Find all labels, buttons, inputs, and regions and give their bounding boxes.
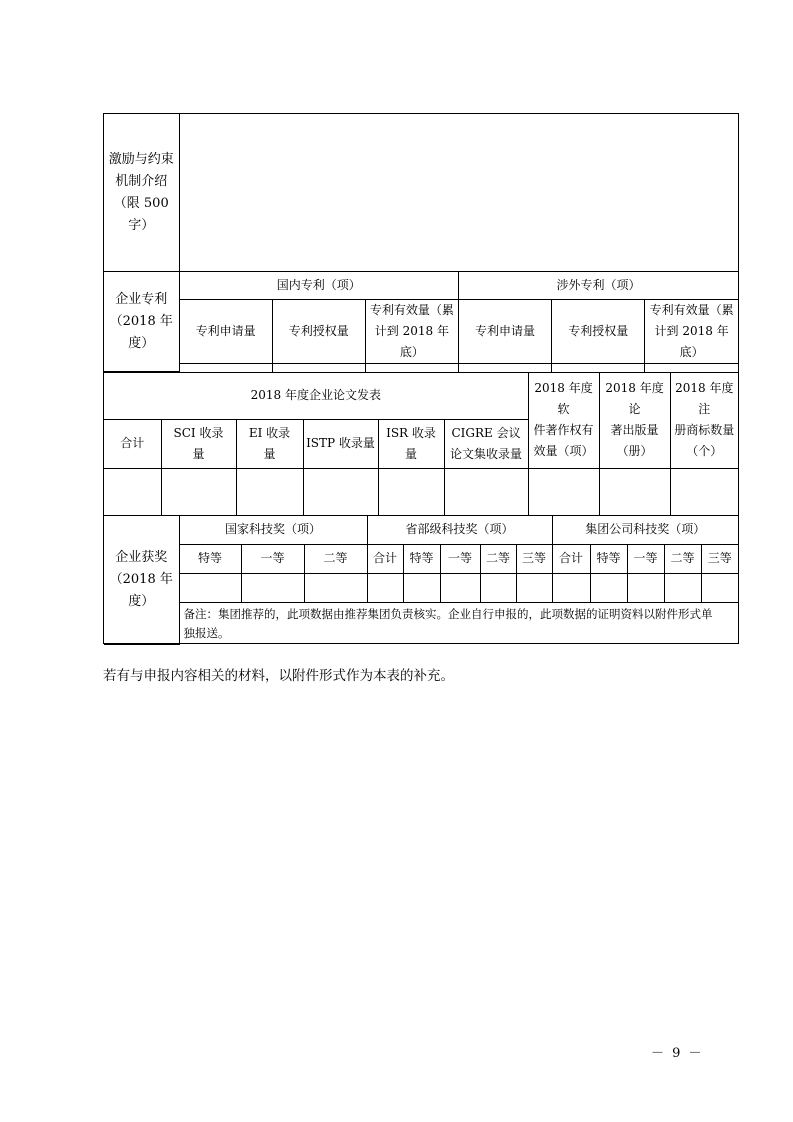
- domestic-patent-header: 国内专利（项）: [179, 272, 458, 299]
- input-cell[interactable]: [458, 363, 551, 372]
- cigre-line1: CIGRE 会议: [451, 425, 521, 440]
- awards-label-line3: 度）: [128, 594, 155, 609]
- publication-line2: 著出版量: [610, 423, 659, 438]
- domestic-valid-header: [365, 299, 458, 363]
- national-second-header: 二等: [304, 544, 367, 573]
- software-line1: 2018 年度软: [534, 381, 593, 417]
- input-cell[interactable]: [590, 573, 627, 602]
- trademark-line1: 2018 年度注: [675, 381, 734, 417]
- foreign-grant-header: 专利授权量: [552, 299, 645, 363]
- input-cell[interactable]: [179, 573, 241, 602]
- provincial-second-header: 二等: [480, 544, 516, 573]
- input-cell[interactable]: [378, 468, 444, 515]
- trademark-line2: 册商标数量: [674, 423, 735, 438]
- awards-note: [179, 602, 738, 645]
- provincial-third-header: 三等: [516, 544, 552, 573]
- awards-label: [104, 516, 179, 645]
- input-cell[interactable]: [670, 468, 738, 515]
- group-total-header: 合计: [552, 544, 590, 573]
- input-cell[interactable]: [304, 573, 367, 602]
- publication-line1: 2018 年度论: [605, 381, 664, 417]
- footer-note: 若有与申报内容相关的材料，以附件形式作为本表的补充。: [103, 668, 454, 684]
- domestic-grant-header: 专利授权量: [272, 299, 365, 363]
- national-award-header: 国家科技奖（项）: [179, 516, 367, 544]
- foreign-patent-header: 涉外专利（项）: [458, 272, 738, 299]
- patent-label: [104, 272, 179, 372]
- input-cell[interactable]: [440, 573, 480, 602]
- cigre-header: [444, 419, 528, 468]
- patent-label-line3: 度）: [128, 335, 155, 351]
- incentive-label-line2: 机制介绍: [115, 173, 168, 189]
- national-special-header: 特等: [179, 544, 241, 573]
- input-cell[interactable]: [444, 468, 528, 515]
- papers-title: 2018 年度企业论文发表: [104, 373, 528, 419]
- patent-section: [103, 271, 739, 373]
- group-third-header: 三等: [701, 544, 738, 573]
- incentive-section: [103, 113, 739, 272]
- group-award-header: 集团公司科技奖（项）: [552, 516, 738, 544]
- input-cell[interactable]: [403, 573, 440, 602]
- input-cell[interactable]: [480, 573, 516, 602]
- incentive-label-line3: （限 500 字）: [113, 195, 169, 233]
- input-cell[interactable]: [236, 468, 303, 515]
- isr-header: ISR 收录量: [378, 419, 444, 468]
- national-first-header: 一等: [241, 544, 304, 573]
- input-cell[interactable]: [179, 363, 272, 372]
- istp-header: ISTP 收录量: [303, 419, 378, 468]
- provincial-special-header: 特等: [403, 544, 440, 573]
- foreign-valid-header: [645, 299, 738, 363]
- input-cell[interactable]: [272, 363, 365, 372]
- software-line2: 件著作权有: [533, 423, 594, 438]
- awards-label-line2: （2018 年: [109, 572, 173, 587]
- foreign-valid-line2: 计到 2018 年底）: [654, 323, 729, 359]
- group-first-header: 一等: [627, 544, 664, 573]
- group-second-header: 二等: [664, 544, 701, 573]
- provincial-award-header: 省部级科技奖（项）: [367, 516, 552, 544]
- input-cell[interactable]: [528, 468, 599, 515]
- patent-label-line1: 企业专利: [115, 291, 168, 307]
- trademark-line3: （个）: [686, 444, 723, 459]
- input-cell[interactable]: [161, 468, 236, 515]
- trademark-header: [670, 373, 738, 468]
- awards-section: [103, 515, 739, 644]
- sci-header: [161, 419, 236, 468]
- provincial-first-header: 一等: [440, 544, 480, 573]
- awards-note-line1: 备注：集团推荐的，此项数据由推荐集团负责核实。企业自行申报的，此项数据的证明资料以附件形式单: [183, 606, 713, 621]
- publication-header: [599, 373, 670, 468]
- input-cell[interactable]: [627, 573, 664, 602]
- input-cell[interactable]: [516, 573, 552, 602]
- domestic-valid-line1: 专利有效量（累: [369, 302, 454, 317]
- group-special-header: 特等: [590, 544, 627, 573]
- input-cell[interactable]: [599, 468, 670, 515]
- input-cell[interactable]: [552, 573, 590, 602]
- domestic-apply-header: 专利申请量: [179, 299, 272, 363]
- input-cell[interactable]: [552, 363, 645, 372]
- foreign-apply-header: 专利申请量: [458, 299, 551, 363]
- sci-line1: SCI 收录: [173, 425, 224, 440]
- papers-total-header: 合计: [104, 419, 161, 468]
- software-line3: 效量（项）: [533, 444, 594, 459]
- sci-line2: 量: [192, 446, 205, 461]
- patent-label-line2: （2018 年: [109, 313, 173, 329]
- domestic-valid-line2: 计到 2018 年底）: [374, 323, 449, 359]
- incentive-label-line1: 激励与约束: [108, 151, 174, 167]
- input-cell[interactable]: [303, 468, 378, 515]
- input-cell[interactable]: [701, 573, 738, 602]
- incentive-input-cell[interactable]: [179, 114, 738, 271]
- ei-header: [236, 419, 303, 468]
- papers-section: [103, 372, 739, 516]
- input-cell[interactable]: [365, 363, 458, 372]
- incentive-label: [104, 114, 179, 271]
- software-copyright-header: [528, 373, 599, 468]
- page-number: － 9 －: [651, 1046, 704, 1061]
- input-cell[interactable]: [241, 573, 304, 602]
- cigre-line2: 论文集收录量: [450, 446, 523, 461]
- publication-line3: （册）: [616, 444, 653, 459]
- foreign-valid-line1: 专利有效量（累: [649, 302, 734, 317]
- ei-line2: 量: [263, 446, 276, 461]
- input-cell[interactable]: [664, 573, 701, 602]
- provincial-total-header: 合计: [367, 544, 403, 573]
- ei-line1: EI 收录: [248, 425, 291, 440]
- input-cell[interactable]: [645, 363, 738, 372]
- input-cell[interactable]: [367, 573, 403, 602]
- input-cell[interactable]: [104, 468, 161, 515]
- awards-label-line1: 企业获奖: [115, 550, 168, 565]
- awards-note-line2: 独报送。: [183, 625, 230, 640]
